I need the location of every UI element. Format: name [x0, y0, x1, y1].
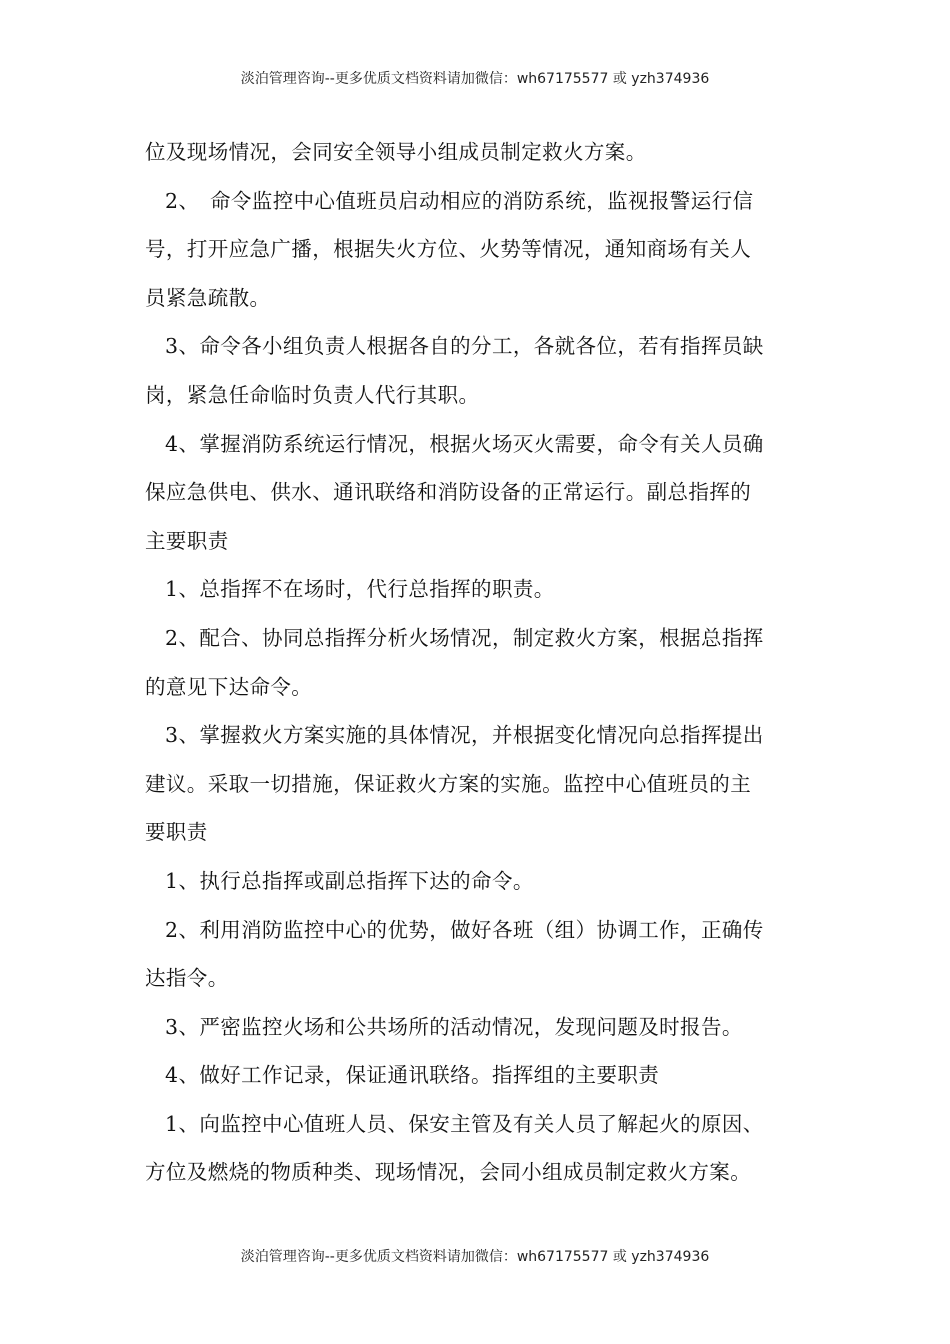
text-line: 2、利用消防监控中心的优势，做好各班（组）协调工作，正确传 [165, 917, 764, 942]
text-line: 1、向监控中心值班人员、保安主管及有关人员了解起火的原因、 [165, 1111, 764, 1136]
text-line: 3、命令各小组负责人根据各自的分工，各就各位，若有指挥员缺 [165, 334, 764, 359]
text-line: 1、执行总指挥或副总指挥下达的命令。 [165, 868, 534, 893]
text-line: 达指令。 [145, 966, 229, 991]
text-line: 2、 命令监控中心值班员启动相应的消防系统，监视报警运行信 [165, 188, 754, 213]
text-line: 1、总指挥不在场时，代行总指挥的职责。 [165, 577, 555, 602]
text-line: 保应急供电、供水、通讯联络和消防设备的正常运行。副总指挥的 [145, 480, 752, 505]
page-header: 淡泊管理咨询--更多优质文档资料请加微信：wh67175577 或 yzh374936 [240, 71, 710, 87]
text-line: 3、掌握救火方案实施的具体情况，并根据变化情况向总指挥提出 [165, 723, 764, 748]
text-line: 员紧急疏散。 [145, 285, 271, 310]
document-body [145, 128, 810, 1197]
text-line: 的意见下达命令。 [145, 674, 313, 699]
text-line: 号，打开应急广播，根据失火方位、火势等情况，通知商场有关人 [145, 237, 752, 262]
text-line: 4、做好工作记录，保证通讯联络。指挥组的主要职责 [165, 1063, 660, 1088]
text-line: 4、掌握消防系统运行情况，根据火场灭火需要，命令有关人员确 [165, 431, 764, 456]
text-line: 要职责 [145, 820, 208, 845]
text-line: 方位及燃烧的物质种类、现场情况，会同小组成员制定救火方案。 [145, 1160, 752, 1185]
text-line: 位及现场情况，会同安全领导小组成员制定救火方案。 [145, 140, 647, 164]
text-line: 岗，紧急任命临时负责人代行其职。 [145, 382, 480, 407]
page-footer: 淡泊管理咨询--更多优质文档资料请加微信：wh67175577 或 yzh374936 [240, 1249, 710, 1265]
text-line: 2、配合、协同总指挥分析火场情况，制定救火方案，根据总指挥 [165, 625, 764, 650]
text-line: 3、严密监控火场和公共场所的活动情况，发现问题及时报告。 [165, 1014, 743, 1039]
text-line: 主要职责 [145, 528, 229, 553]
text-line: 建议。采取一切措施，保证救火方案的实施。监控中心值班员的主 [145, 771, 752, 796]
